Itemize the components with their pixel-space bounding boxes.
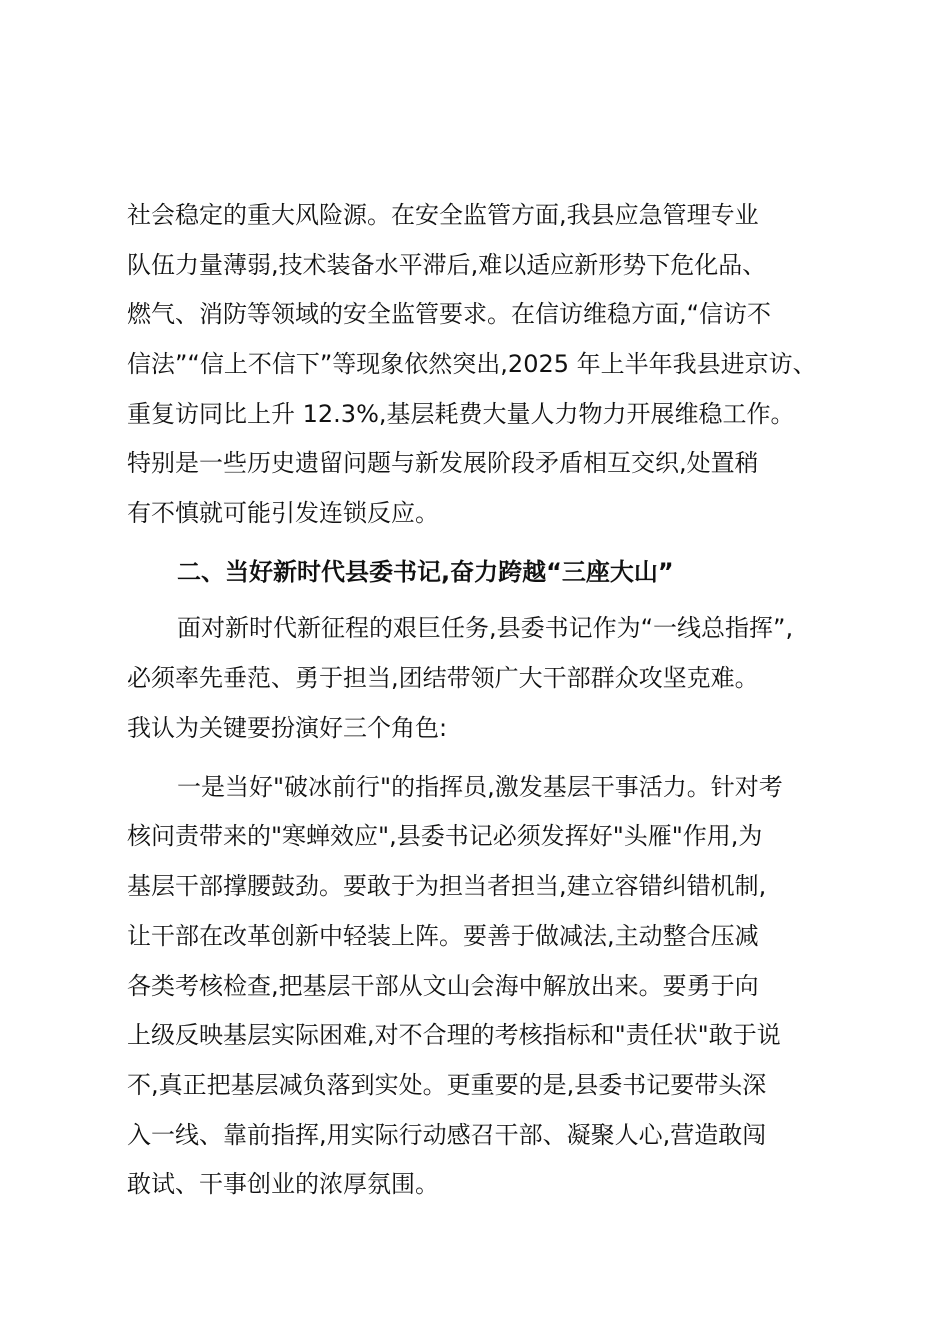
para2-line-2: 必须率先垂范、勇于担当,团结带领广大干部群众攻坚克难。 (127, 664, 759, 692)
para2-line-3: 我认为关键要扮演好三个角色: (127, 714, 448, 742)
para2-line-1: 面对新时代新征程的艰巨任务,县委书记作为“一线总指挥”, (177, 614, 794, 642)
para3-line-8: 入一线、靠前指挥,用实际行动感召干部、凝聚人心,营造敢闯 (127, 1121, 767, 1149)
section-heading: 二、当好新时代县委书记,奋力跨越“三座大山” (177, 558, 674, 586)
para3-line-2: 核问责带来的"寒蝉效应",县委书记必须发挥好"头雁"作用,为 (127, 822, 763, 850)
para1-line-2: 队伍力量薄弱,技术装备水平滞后,难以适应新形势下危化品、 (127, 251, 767, 279)
para3-line-1: 一是当好"破冰前行"的指挥员,激发基层干事活力。针对考 (177, 773, 783, 801)
para1-line-7: 有不慎就可能引发连锁反应。 (127, 499, 439, 527)
para1-line-3: 燃气、消防等领域的安全监管要求。在信访维稳方面,“信访不 (127, 300, 772, 328)
para3-line-4: 让干部在改革创新中轻装上阵。要善于做减法,主动整合压减 (127, 922, 759, 950)
para1-line-1: 社会稳定的重大风险源。在安全监管方面,我县应急管理专业 (127, 201, 759, 229)
para3-line-5: 各类考核检查,把基层干部从文山会海中解放出来。要勇于向 (127, 972, 759, 1000)
para3-line-3: 基层干部撑腰鼓劲。要敢于为担当者担当,建立容错纠错机制, (127, 872, 767, 900)
para3-line-9: 敢试、干事创业的浓厚氛围。 (127, 1170, 439, 1198)
para1-line-6: 特别是一些历史遗留问题与新发展阶段矛盾相互交织,处置稍 (127, 449, 759, 477)
para1-line-4: 信法”“信上不信下”等现象依然突出,2025 年上半年我县进京访、 (127, 350, 817, 378)
para3-line-7: 不,真正把基层减负落到实处。更重要的是,县委书记要带头深 (127, 1071, 767, 1099)
para1-line-5: 重复访同比上升 12.3%,基层耗费大量人力物力开展维稳工作。 (127, 400, 795, 428)
para3-line-6: 上级反映基层实际困难,对不合理的考核指标和"责任状"敢于说 (127, 1021, 781, 1049)
